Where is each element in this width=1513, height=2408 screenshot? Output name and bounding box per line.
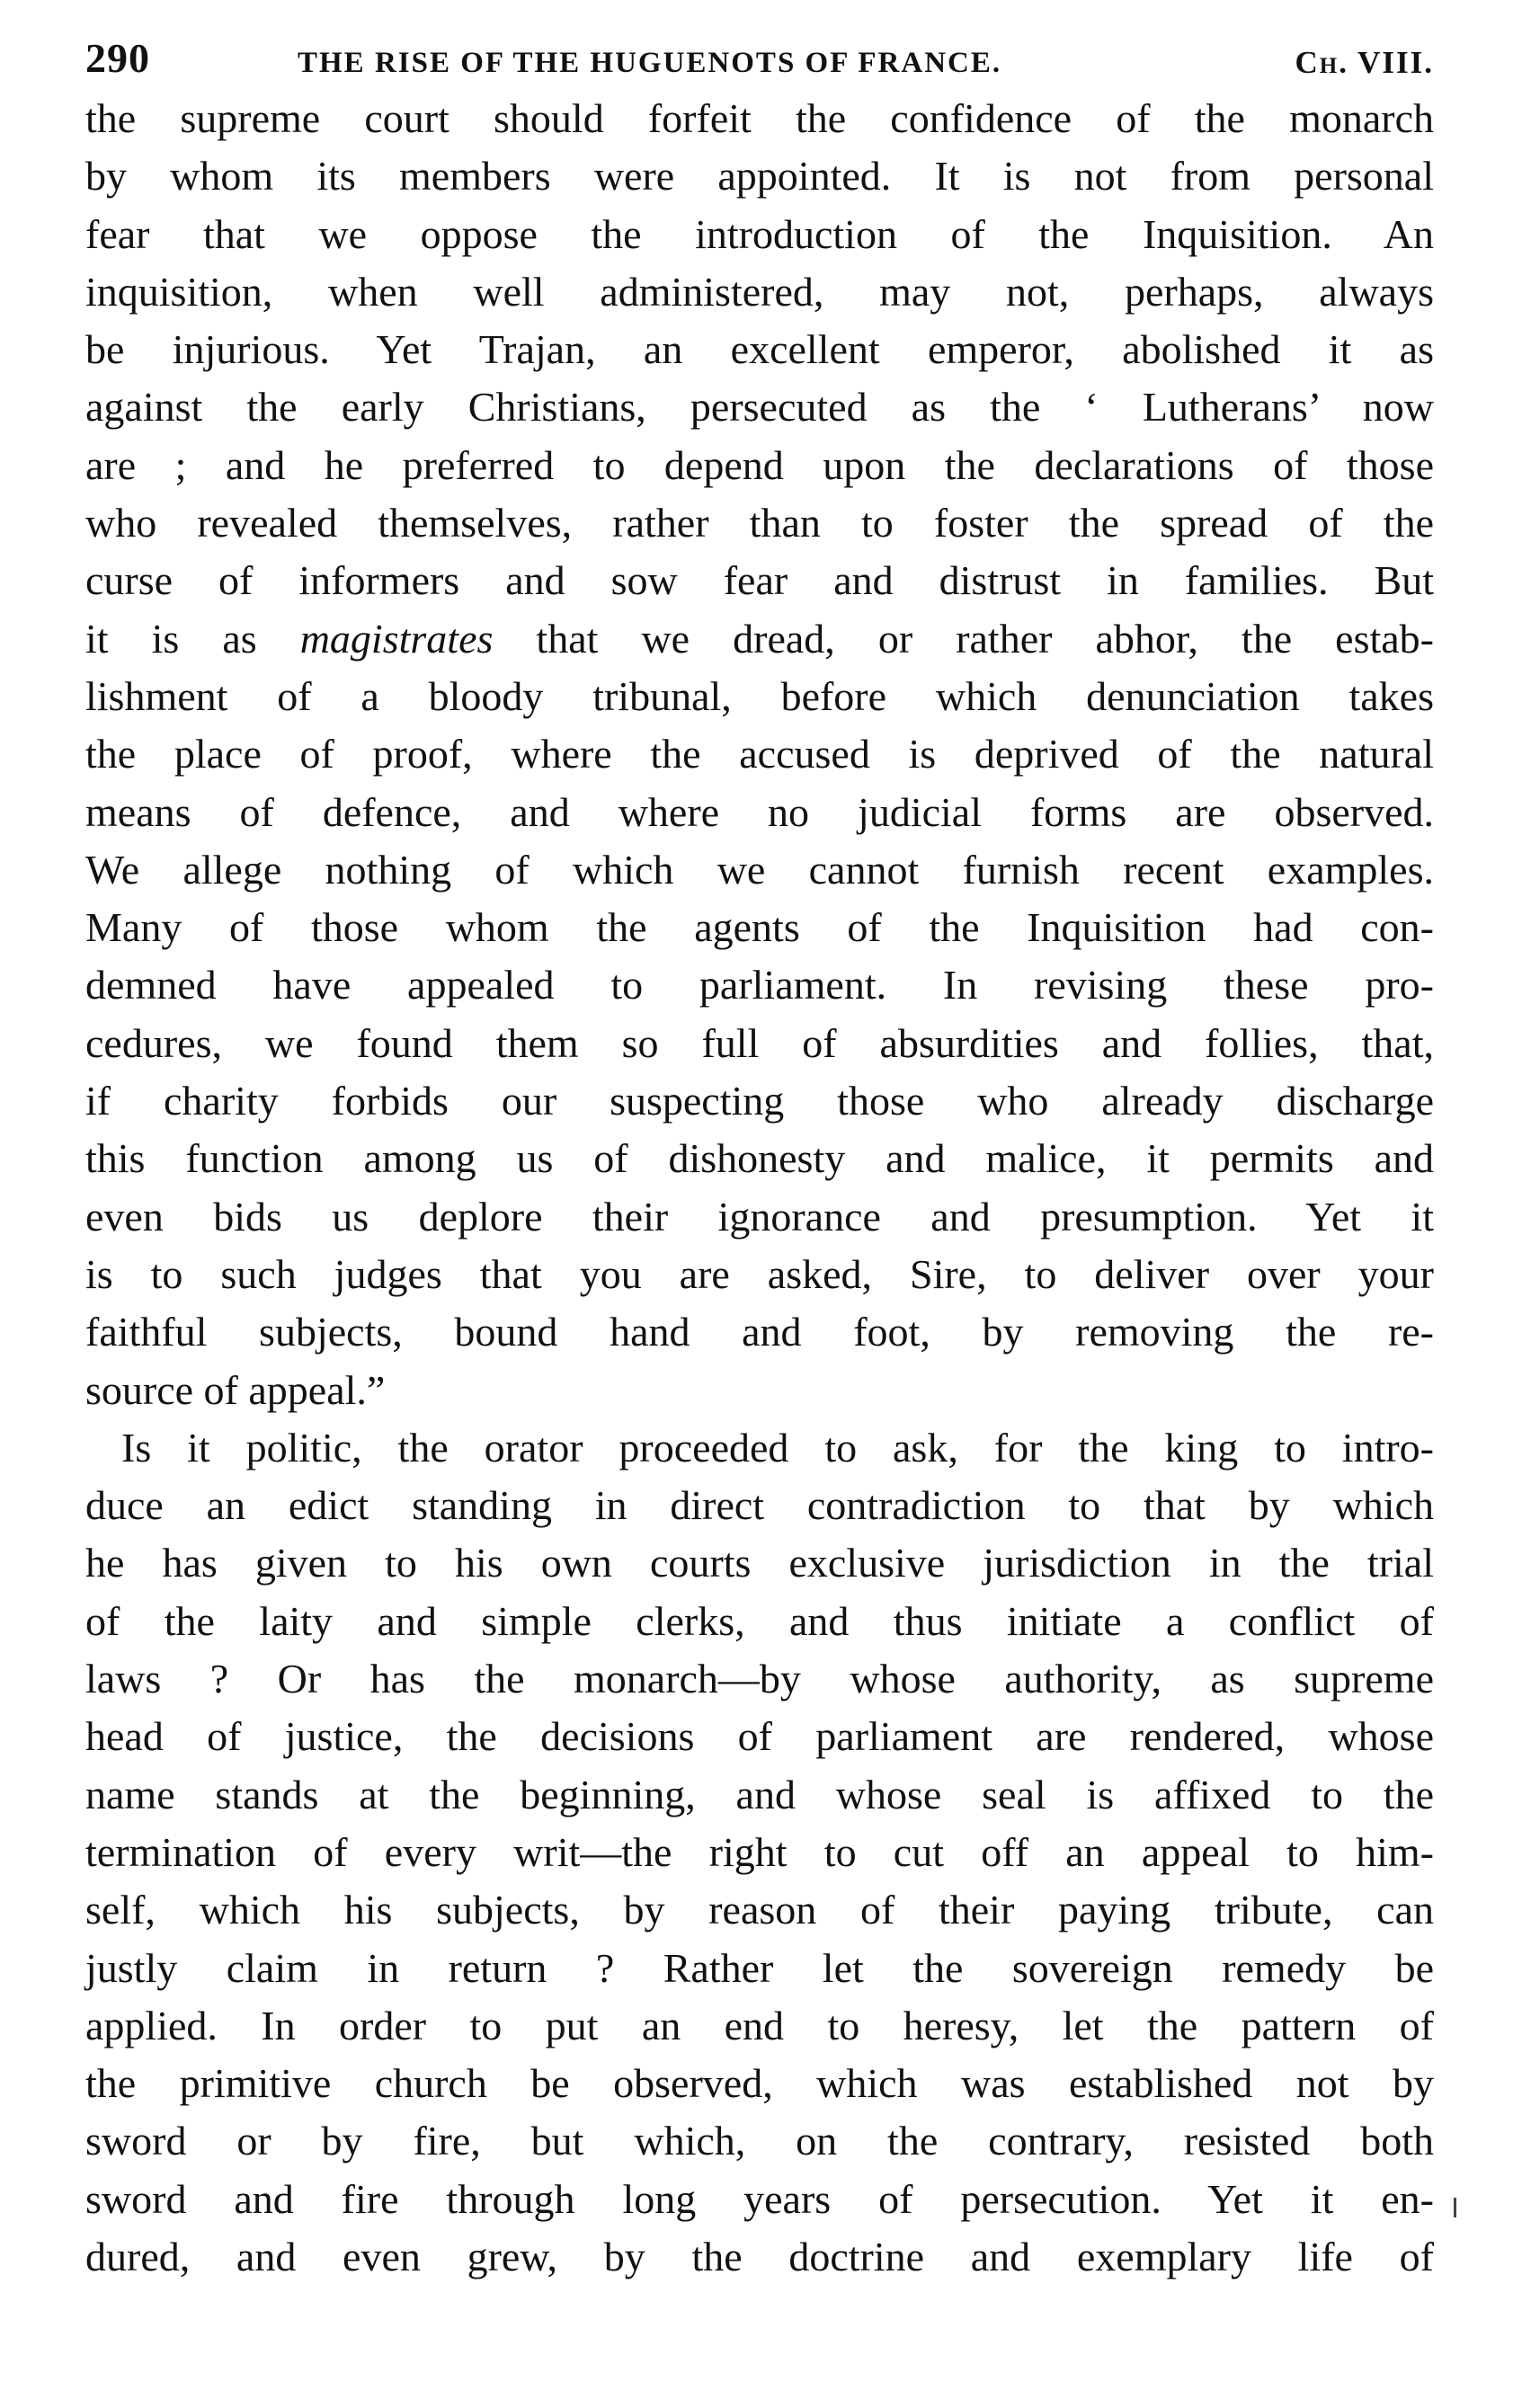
- text-line: be injurious. Yet Trajan, an excellent emperor, abolished it as: [85, 326, 1434, 373]
- text-line: who revealed themselves, rather than to foster the spread of the: [85, 500, 1434, 546]
- italic-emphasis: magistrates: [299, 615, 494, 662]
- text-line: cedures, we found them so full of absurdities and follies, that,: [85, 1019, 1434, 1066]
- text-line: We allege nothing of which we cannot furnish recent examples.: [85, 846, 1434, 893]
- text-line: justly claim in return ? Rather let the sovereign remedy be: [85, 1944, 1434, 1991]
- text-line: [85, 610, 1434, 668]
- text-line: Is it politic, the orator proceeded to ask, for the king to intro-: [121, 1424, 1434, 1471]
- text-segment: that we dread, or rather abhor, the estab-: [493, 615, 1435, 662]
- body-text: [85, 90, 1434, 2286]
- text-line: even bids us deplore their ignorance and presumption. Yet it: [85, 1193, 1434, 1240]
- text-line: laws ? Or has the monarch—by whose authority, as supreme: [85, 1656, 1434, 1702]
- text-line: the supreme court should forfeit the confidence of the monarch: [85, 95, 1434, 141]
- text-line: of the laity and simple clerks, and thus initiate a conflict of: [85, 1597, 1434, 1644]
- text-line: the place of proof, where the accused is deprived of the natural: [85, 731, 1434, 777]
- text-segment: it is as: [85, 615, 300, 662]
- chapter-reference: Ch. VIII.: [1295, 45, 1434, 80]
- text-line: head of justice, the decisions of parliament are rendered, whose: [85, 1713, 1434, 1760]
- text-line: termination of every writ—the right to cut off an appeal to him-: [85, 1828, 1434, 1875]
- text-line: dured, and even grew, by the doctrine and exemplary life of: [85, 2233, 1434, 2279]
- text-line: if charity forbids our suspecting those who already discharge: [85, 1078, 1434, 1124]
- text-line: fear that we oppose the introduction of the Inquisition. An: [85, 210, 1434, 257]
- text-line: applied. In order to put an end to heresy, let the pattern of: [85, 2002, 1434, 2048]
- text-line: against the early Christians, persecuted as the ‘ Lutherans’ now: [85, 384, 1434, 431]
- text-line: sword or by fire, but which, on the contrary, resisted both: [85, 2118, 1434, 2164]
- running-head: [85, 34, 1434, 88]
- text-line: are ; and he preferred to depend upon the declarations of those: [85, 441, 1434, 488]
- text-line: the primitive church be observed, which was established not by: [85, 2060, 1434, 2107]
- text-line: curse of informers and sow fear and distrust in families. But: [85, 557, 1434, 604]
- text-line: inquisition, when well administered, may not, perhaps, always: [85, 268, 1434, 315]
- text-line: self, which his subjects, by reason of their paying tribute, can: [85, 1887, 1434, 1933]
- margin-mark: [1454, 2198, 1456, 2217]
- text-line: lishment of a bloody tribunal, before which denunciation takes: [85, 672, 1434, 719]
- text-line: he has given to his own courts exclusive jurisdiction in the trial: [85, 1540, 1434, 1586]
- text-line: by whom its members were appointed. It is not from personal: [85, 153, 1434, 200]
- text-line: demned have appealed to parliament. In revising these pro-: [85, 962, 1434, 1009]
- book-page: [85, 34, 1434, 2286]
- text-line: name stands at the beginning, and whose seal is affixed to the: [85, 1771, 1434, 1817]
- text-line: is to such judges that you are asked, Sire, to deliver over your: [85, 1250, 1434, 1297]
- text-line: this function among us of dishonesty and malice, it permits and: [85, 1135, 1434, 1182]
- text-line: faithful subjects, bound hand and foot, by removing the re-: [85, 1309, 1434, 1355]
- text-line: source of appeal.”: [85, 1366, 386, 1413]
- page-number: 290: [85, 35, 150, 81]
- text-line: sword and fire through long years of persecution. Yet it en-: [85, 2175, 1434, 2222]
- text-line: means of defence, and where no judicial forms are observed.: [85, 788, 1434, 835]
- text-line: Many of those whom the agents of the Inquisition had con-: [85, 904, 1434, 951]
- running-title: THE RISE OF THE HUGUENOTS OF FRANCE.: [298, 47, 1002, 79]
- text-line: duce an edict standing in direct contradiction to that by which: [85, 1482, 1434, 1529]
